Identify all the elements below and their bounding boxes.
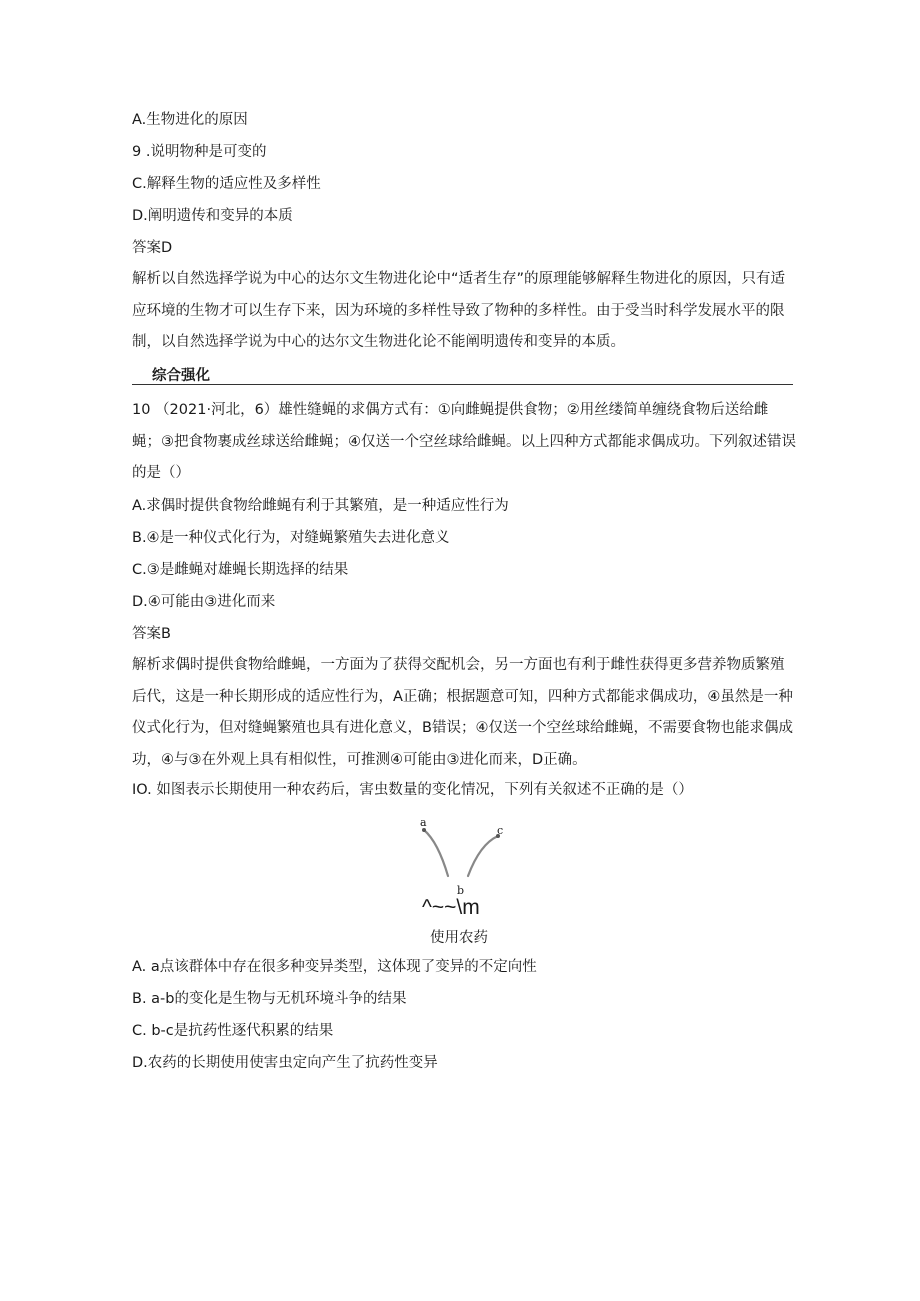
section-divider xyxy=(132,384,793,385)
q10-option-a: A.求偶时提供食物给雌蝇有利于其繁殖，是一种适应性行为 xyxy=(132,498,509,514)
pest-population-figure xyxy=(410,818,520,948)
q9-answer: 答案D xyxy=(132,240,173,256)
label-a: a xyxy=(420,816,427,829)
section-title: 综合强化 xyxy=(152,368,210,384)
figure-axis-garbled: ^~~\m xyxy=(422,896,480,919)
q11-option-d: D.农药的长期使用使害虫定向产生了抗药性变异 xyxy=(132,1055,438,1071)
q11-option-b: B. a-b的变化是生物与无机环境斗争的结果 xyxy=(132,991,407,1007)
figure-caption: 使用农药 xyxy=(430,930,488,946)
q10-explanation: 解析求偶时提供食物给雌蝇，一方面为了获得交配机会，另一方面也有利于雌性获得更多营养物质繁殖后代，这是一种长期形成的适应性行为，A正确；根据题意可知，四种方式都能求偶成功，④虽然是一种仪式化行为，但对缝蝇繁殖也具有进化意义，B错误；④仅送一个空丝球给雌蝇，不需要食物也能求偶成功，④与③在外观上具有相似性，可推测④可能由③进化而来，D正确。 xyxy=(132,657,793,768)
q10-option-d: D.④可能由③进化而来 xyxy=(132,594,276,610)
label-b: b xyxy=(457,884,465,897)
q10-stem: 10 （2021·河北，6）雄性缝蝇的求偶方式有：①向雌蝇提供食物；②用丝缕简单缠绕食物后送给雌蝇；③把食物裹成丝球送给雌蝇；④仅送一个空丝球给雌蝇。以上四种方式都能求偶成功。下列叙述错误的是（） xyxy=(132,402,796,481)
label-c: c xyxy=(497,824,504,837)
q11-option-a: A. a点该群体中存在很多种变异类型，这体现了变异的不定向性 xyxy=(132,959,537,975)
q11-option-c: C. b-c是抗药性逐代积累的结果 xyxy=(132,1023,334,1039)
q9-option-b: 9 .说明物种是可变的 xyxy=(132,144,267,160)
q9-option-a: A.生物进化的原因 xyxy=(132,112,248,128)
q10-option-c: C.③是雌蝇对雄蝇长期选择的结果 xyxy=(132,562,349,578)
q9-explanation: 解析以自然选择学说为中心的达尔文生物进化论中“适者生存”的原理能够解释生物进化的原因，只有适应环境的生物才可以生存下来，因为环境的多样性导致了物种的多样性。由于受当时科学发展水平的限制，以自然选择学说为中心的达尔文生物进化论不能阐明遗传和变异的本质。 xyxy=(132,271,786,350)
q10-option-b: B.④是一种仪式化行为，对缝蝇繁殖失去进化意义 xyxy=(132,530,450,546)
q11-stem: IO. 如图表示长期使用一种农药后，害虫数量的变化情况，下列有关叙述不正确的是（） xyxy=(132,782,693,798)
q9-option-d: D.阐明遗传和变异的本质 xyxy=(132,208,293,224)
q10-answer: 答案B xyxy=(132,626,171,642)
q9-option-c: C.解释生物的适应性及多样性 xyxy=(132,176,321,192)
population-curve xyxy=(410,818,520,898)
